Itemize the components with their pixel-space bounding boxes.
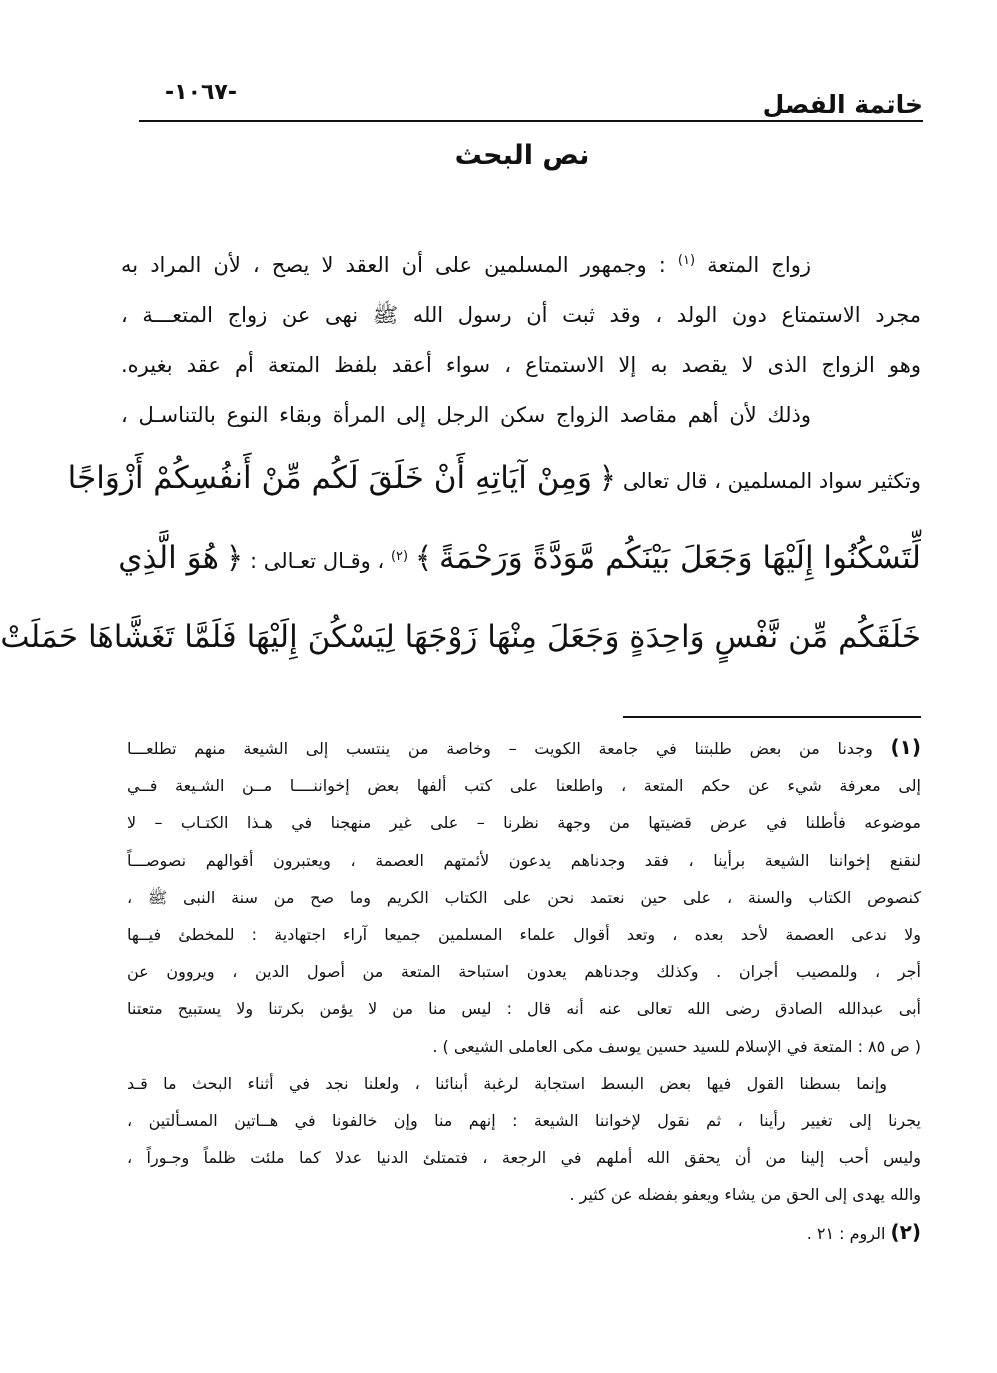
running-header	[139, 80, 923, 124]
footnote-1-line-8: أبى عبدالله الصادق رضى الله تعالى عنه أنه قال : ليس منا من لا يؤمن بكرتنا ولا يستبيح متعتنا	[127, 999, 921, 1019]
footnote-1-line-7: أجر ، وللمصيب أجران . وكذلك وجدناهم يعدون استباحة المتعة من أصول الدين ، ويروون عن	[127, 962, 921, 982]
footnote-1-line-1	[127, 729, 921, 767]
section-title: نص البحث	[454, 140, 590, 171]
header-rule	[139, 120, 923, 122]
after-quran-1: ، وقـال تعـالى :	[249, 549, 385, 573]
footnote-1-line-4: لنقنع إخواننا الشيعة برأينا ، فقد وجدناهم يدعون لأئمتهم العصمة ، ويعتبرون أقوالهم نصوصـــاً	[127, 850, 921, 870]
quran-close-bracket: ﴾	[414, 541, 433, 576]
footnote-2-number: (٢)	[890, 1219, 921, 1244]
main-text	[0, 236, 921, 678]
footnote-separator	[623, 716, 921, 718]
body-line-5	[67, 440, 921, 519]
footnote-1-line-5: كنصوص الكتاب والسنة ، على حين نعتمد نحن على الكتاب الكريم وما صح من سنة النبى ﷺ ،	[127, 887, 921, 907]
quran-open-bracket: ﴿	[598, 461, 617, 496]
quran-verse-1a: وَمِنْ آيَاتِهِ أَنْ خَلَقَ لَكُم مِّنْ أَنفُسِكُمْ أَزْوَاجًا	[67, 460, 592, 496]
footnote-ref-2[interactable]: (٢)	[390, 549, 409, 564]
quran-open-bracket-2: ﴿	[225, 541, 244, 576]
body-line-1-start: زواج المتعة	[707, 253, 811, 277]
quran-verse-2a: هُوَ الَّذِي	[118, 540, 220, 576]
footnote-ref-1[interactable]: (١)	[677, 253, 696, 268]
footnote-1-line-3: موضوعه فأطلنا في عرض قضيتها من وجهة نظرنا – على غير منهجنا في هـذا الكتـاب – لا	[127, 813, 921, 833]
footnote-1-line-9: ( ص ٨٥ : المتعة في الإسلام للسيد حسين يوسف مكى العاملى الشيعى ) .	[432, 1036, 921, 1056]
quran-verse-1b: لِّتَسْكُنُوا إِلَيْهَا وَجَعَلَ بَيْنَكُم مَّوَدَّةً وَرَحْمَةً	[439, 540, 921, 576]
chapter-title: خاتمة الفصل	[762, 90, 923, 119]
footnote-1-number: (١)	[890, 735, 921, 759]
footnote-1-cont-line-3: وليس أحب إلينا من أن يحقق الله أملهم في الرجعة ، فتمتلئ الدنيا عدلا كما ملئت ظلماً وجـوراً ،	[127, 1148, 921, 1168]
footnote-1-cont-line-2: يجرنا إلى تغيير رأينا ، ثم نقول لإخواننا الشيعة : إنهم منا وإن خالفونا في هــاتين المسـألتين ،	[127, 1111, 921, 1131]
body-line-4: وذلك لأن أهم مقاصد الزواج سكن الرجل إلى المرأة وبقاء النوع بالتناسـل ،	[121, 403, 811, 427]
footnote-1-line-2: إلى معرفة شيء عن حكم المتعة ، واطلعنا على كتب ألفها بعض إخواننــــا مــن الشـيعة فــي	[127, 776, 921, 796]
body-line-6	[118, 519, 921, 599]
body-line-1-end: : وجمهور المسلمين على أن العقد لا يصح ، لأن المراد به	[121, 253, 666, 277]
body-line-2: مجرد الاستمتاع دون الولد ، وقد ثبت أن رسول الله ﷺ نهى عن زواج المتعـــة ،	[121, 303, 921, 327]
footnote-1-line-1-text: وجدنا من بعض طلبتنا في جامعة الكويت – وخاصة من ينتسب إلى الشيعة منهم تطلعـــا	[127, 739, 873, 758]
footnote-1-cont-line-1: وإنما بسطنا القول فيها بعض البسط استجابة لرغبة أبنائنا ، ولعلنا نجد في أثناء البحث ما قـد	[127, 1073, 887, 1093]
body-line-1	[121, 236, 921, 290]
footnote-1-cont-line-4: والله يهدى إلى الحق من يشاء ويعفو بفضله عن كثير .	[569, 1185, 921, 1205]
quran-verse-2b: خَلَقَكُم مِّن نَّفْسٍ وَاحِدَةٍ وَجَعَلَ مِنْهَا زَوْجَهَا لِيَسْكُنَ إِلَيْهَا فَلَمَّا تَغَشَّاهَا حَمَلَتْ	[0, 619, 921, 655]
footnotes	[127, 729, 921, 1252]
footnote-1-line-6: ولا ندعى العصمة لأحد بعده ، وتعد أقوال علماء المسلمين جميعا آراء اجتهادية : للمخطئ فيــها	[127, 925, 921, 945]
page-number: -١٠٦٧-	[165, 80, 237, 105]
footnote-2	[127, 1214, 921, 1252]
body-line-5-text: وتكثير سواد المسلمين ، قال تعالى	[622, 469, 921, 493]
body-line-7	[0, 599, 921, 678]
body-line-3: وهو الزواج الذى لا يقصد به إلا الاستمتاع ، سواء أعقد بلفظ المتعة أم عقد بغيره.	[121, 353, 921, 377]
footnote-2-text: الروم : ٢١ .	[806, 1223, 886, 1243]
